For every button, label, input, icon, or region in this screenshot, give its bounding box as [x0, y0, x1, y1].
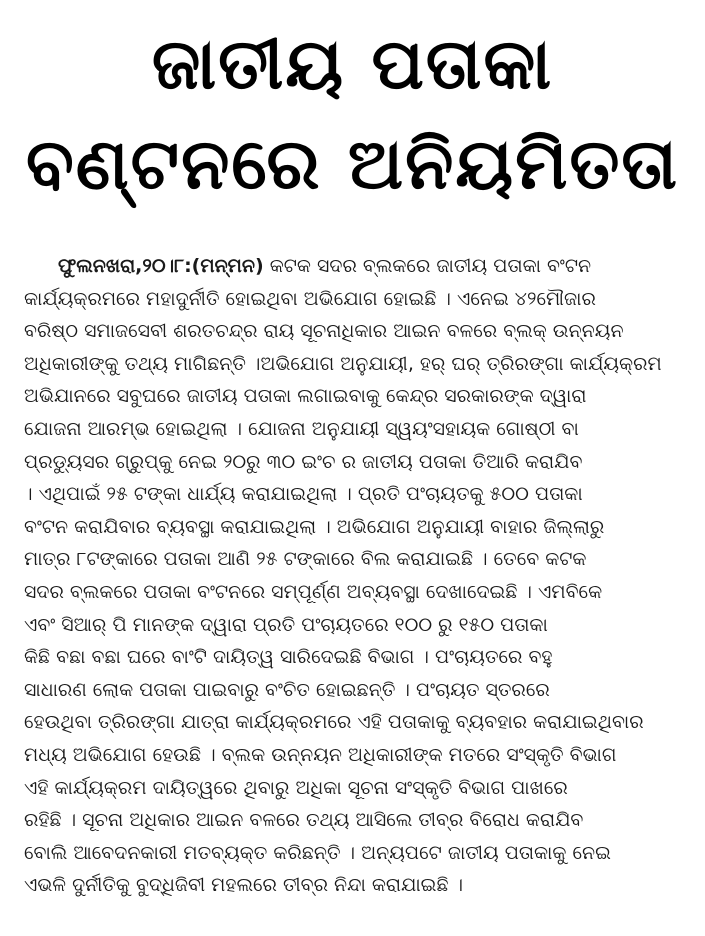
- article-line-4: ଅଧିକାରୀଙ୍କୁ ତଥ୍ୟ ମାଗିଛନ୍ତି ।ଅଭିଯୋଗ ଅନୁଯାୟୀ, ହର୍ ଘର୍ ତ୍ରିରଙ୍ଗା କାର୍ଯ୍ୟକ୍ରମ: [24, 352, 662, 375]
- headline-line-2: ବଣ୍ଟନରେ ଅନିୟମିତତା: [25, 123, 680, 205]
- article-body: [24, 250, 681, 902]
- article-line-12: ଏବଂ ସିଆର୍ ପି ମାନଙ୍କ ଦ୍ୱାରା ପ୍ରତି ପଂଚାୟତରେ ୧୦୦ ରୁ ୧୫୦ ପତାକା: [24, 613, 548, 636]
- article-line-5: ଅଭିଯାନରେ ସବୁଘରେ ଜାତୀୟ ପତାକା ଲଗାଇବାକୁ କେନ୍ଦ୍ର ସରକାରଙ୍କ ଦ୍ୱାରା: [24, 385, 587, 408]
- article-line-19: ବୋଲି ଆବେଦନକାରୀ ମତବ୍ୟକ୍ତ କରିଛନ୍ତି । ଅନ୍ୟପଟେ ଜାତୀୟ ପତାକାକୁ ନେଇ: [24, 841, 611, 864]
- headline: [0, 14, 705, 214]
- article-line-8: । ଏଥିପାଇଁ ୨୫ ଟଙ୍କା ଧାର୍ଯ୍ୟ କରାଯାଇଥିଲା । ପ୍ରତି ପଂଚାୟତକୁ ୫୦୦ ପତାକା: [24, 483, 583, 506]
- article-line-7: ପ୍ରଡ୍ୟୁସର ଗ୍ରୁପ୍‌କୁ ନେଇ ୨୦ରୁ ୩୦ ଇଂଚ ର ଜାତୀୟ ପତାକା ତିଆରି କରାଯିବ: [24, 450, 583, 473]
- article-line-1: [24, 250, 681, 283]
- article-line-2: କାର୍ଯ୍ୟକ୍ରମରେ ମହାଦୁର୍ନୀତି ହୋଇଥିବା ଅଭିଯୋଗ ହୋଇଛି । ଏନେଇ ୪୨ମୌଜାର: [24, 287, 596, 310]
- headline-line-1: ଜାତୀୟ ପତାକା: [151, 23, 554, 105]
- article-line-17: ଏହି କାର୍ଯ୍ୟକ୍ରମ ଦାୟିତ୍ୱରେ ଥିବାରୁ ଅଧିକା ସୂଚନା ସଂସ୍କୃତି ବିଭାଗ ପାଖରେ: [24, 776, 568, 799]
- article-line-10: ମାତ୍ର ୮ଟଙ୍କାରେ ପତାକା ଆଣି ୨୫ ଟଙ୍କାରେ ବିଲ କରାଯାଇଛି । ତେବେ କଟକ: [24, 548, 587, 571]
- dateline: ଫୁଲନଖରା,୨୦।୮:(ମନ୍ମନ): [58, 255, 264, 277]
- article-line-15: ହେଉଥିବା ତ୍ରିରଙ୍ଗା ଯାତ୍ରା କାର୍ଯ୍ୟକ୍ରମରେ ଏହି ପତାକାକୁ ବ୍ୟବହାର କରାଯାଇଥିବାର: [24, 711, 644, 734]
- article-line-18: ରହିଛି । ସୂଚନା ଅଧିକାର ଆଇନ ବଳରେ ତଥ୍ୟ ଆସିଲେ ତୀବ୍ର ବିରୋଧ କରାଯିବ: [24, 809, 584, 832]
- article-line-6: ଯୋଜନା ଆରମ୍ଭ ହୋଇଥିଲା । ଯୋଜନା ଅନୁଯାୟୀ ସ୍ୱୟଂସହାୟକ ଗୋଷ୍ଠୀ ବା: [24, 417, 579, 440]
- article-line-9: ବଂଟନ କରାଯିବାର ବ୍ୟବସ୍ଥା କରାଯାଇଥିଲା । ଅଭିଯୋଗ ଅନୁଯାୟୀ ବାହାର ଜିଲ୍ଲାରୁ: [24, 515, 605, 538]
- article-line-1-text: କଟକ ସଦର ବ୍ଲକରେ ଜାତୀୟ ପତାକା ବଂଟନ: [269, 255, 592, 277]
- article-line-3: ବରିଷ୍ଠ ସମାଜସେବୀ ଶରତଚନ୍ଦ୍ର ରାୟ ସୂଚନାଧିକାର ଆଇନ ବଳରେ ବ୍ଲକ୍ ଉନ୍ନୟନ: [24, 320, 624, 343]
- article-line-20: ଏଭଳି ଦୁର୍ନୀତିକୁ ବୁଦ୍ଧିଜିବୀ ମହଲରେ ତୀବ୍ର ନିନ୍ଦା କରାଯାଇଛି ।: [24, 874, 464, 897]
- article-line-13: କିଛି ବଛା ବଛା ଘରେ ବାଂଟି ଦାୟିତ୍ୱ ସାରିଦେଇଛି ବିଭାଗ । ପଂଚାୟତରେ ବହୁ: [24, 646, 553, 669]
- article-line-14: ସାଧାରଣ ଲୋକ ପତାକା ପାଇବାରୁ ବଂଚିତ ହୋଇଛନ୍ତି । ପଂଚାୟତ ସ୍ତରରେ: [24, 678, 550, 701]
- article-line-16: ମଧ୍ୟ ଅଭିଯୋଗ ହେଉଛି । ବ୍ଲକ ଉନ୍ନୟନ ଅଧିକାରୀଙ୍କ ମତରେ ସଂସ୍କୃତି ବିଭାଗ: [24, 743, 617, 766]
- article-line-11: ସଦର ବ୍ଲକରେ ପତାକା ବଂଟନରେ ସମ୍ପୂର୍ଣ୍ଣ ଅବ୍ୟବସ୍ଥା ଦେଖାଦେଇଛି । ଏମବିକେ: [24, 580, 603, 603]
